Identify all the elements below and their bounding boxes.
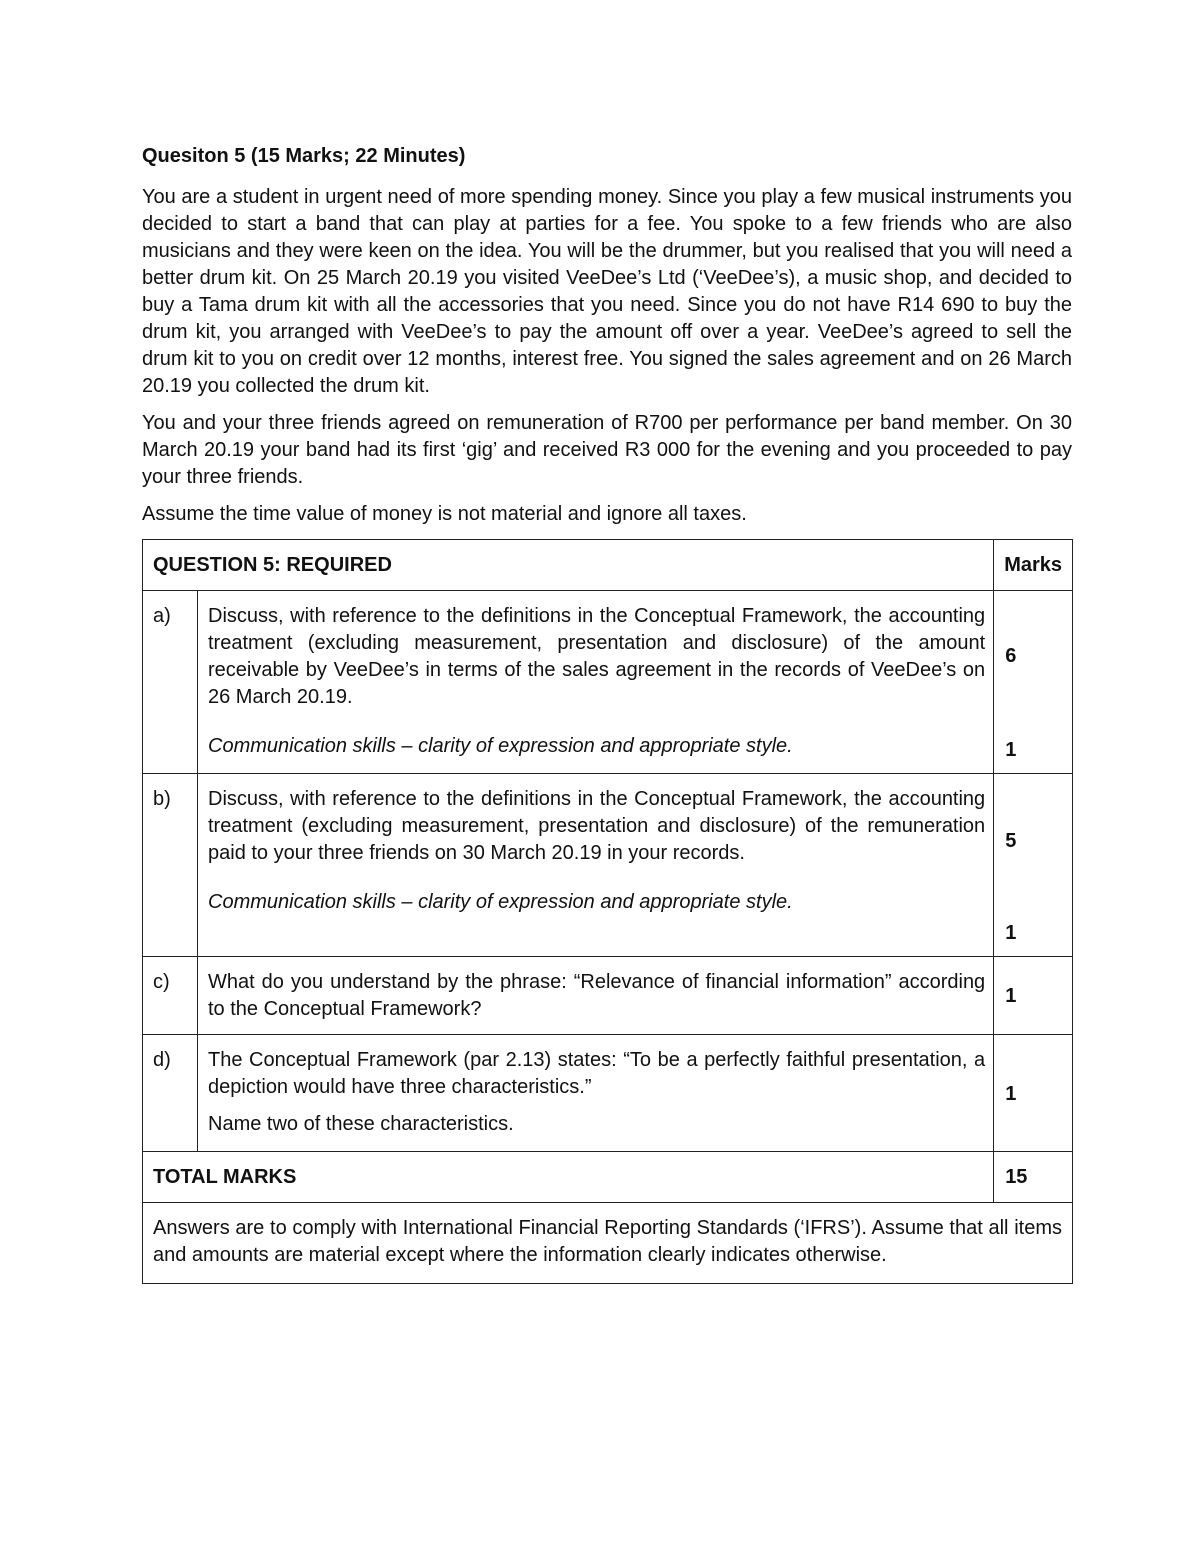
- communication-marks: 1: [1005, 739, 1017, 761]
- row-letter: a): [143, 591, 198, 774]
- row-marks: [994, 591, 1073, 774]
- row-letter: d): [143, 1035, 198, 1152]
- required-header: QUESTION 5: REQUIRED: [143, 540, 994, 591]
- row-content: [198, 591, 994, 774]
- marks-header: Marks: [994, 540, 1073, 591]
- communication-text: Communication skills – clarity of expression and appropriate style.: [208, 891, 793, 913]
- scenario-paragraph-1: You are a student in urgent need of more spending money. Since you play a few musical instruments you decided to start a band that can play at parties for a fee. You spoke to a few friends who are also musicians and they were keen on the idea. You will be the drummer, but you realised that you will need a better drum kit. On 25 March 20.19 you visited VeeDee’s Ltd (‘VeeDee’s), a music shop, and decided to buy a Tama drum kit with all the accessories that you need. Since you do not have R14 690 to buy the drum kit, you arranged with VeeDee’s to pay the amount off over a year. VeeDee’s agreed to sell the drum kit to you on credit over 12 months, interest free. You signed the sales agreement and on 26 March 20.19 you collected the drum kit.: [142, 186, 1072, 397]
- total-marks: 15: [994, 1152, 1073, 1203]
- required-table: [142, 539, 1073, 1284]
- table-header-row: [143, 540, 1073, 591]
- row-content: [198, 774, 994, 957]
- row-marks: [994, 774, 1073, 957]
- total-label: TOTAL MARKS: [143, 1152, 994, 1203]
- marks-value: 1: [1005, 1083, 1017, 1105]
- row-content: [198, 1035, 994, 1152]
- scenario-paragraph-3: Assume the time value of money is not material and ignore all taxes.: [142, 503, 747, 525]
- ifrs-note: Answers are to comply with International Financial Reporting Standards (‘IFRS’). Assume that all items and amounts are material except where the information clearly indicates otherwise.: [143, 1203, 1073, 1284]
- row-text: Discuss, with reference to the definitions in the Conceptual Framework, the accounting treatment (excluding measurement, presentation and disclosure) of the amount receivable by VeeDee’s in terms of the sales agreement in the records of VeeDee’s on 26 March 20.19.: [208, 605, 986, 708]
- row-text: The Conceptual Framework (par 2.13) states: “To be a perfectly faithful presentation, a depiction would have three characteristics.”: [208, 1049, 986, 1098]
- row-text: What do you understand by the phrase: “Relevance of financial information” according to the Conceptual Framework?: [208, 971, 986, 1020]
- marks-value: 6: [1005, 645, 1017, 667]
- question-title: Quesiton 5 (15 Marks; 22 Minutes): [142, 145, 466, 167]
- row-text-2: Name two of these characteristics.: [208, 1113, 514, 1135]
- marks-value: 1: [1005, 985, 1017, 1007]
- table-row: [143, 957, 1073, 1035]
- row-letter: c): [143, 957, 198, 1035]
- communication-marks: 1: [1005, 922, 1017, 944]
- row-letter: b): [143, 774, 198, 957]
- row-content: [198, 957, 994, 1035]
- table-row: [143, 774, 1073, 957]
- total-row: [143, 1152, 1073, 1203]
- scenario-paragraph-2: You and your three friends agreed on remuneration of R700 per performance per band member. On 30 March 20.19 your band had its first ‘gig’ and received R3 000 for the evening and you proceeded to pay your three friends.: [142, 412, 1072, 488]
- footer-row: [143, 1203, 1073, 1284]
- marks-value: 5: [1005, 830, 1017, 852]
- communication-text: Communication skills – clarity of expression and appropriate style.: [208, 735, 793, 757]
- table-row: [143, 591, 1073, 774]
- row-marks: [994, 957, 1073, 1035]
- row-text: Discuss, with reference to the definitions in the Conceptual Framework, the accounting treatment (excluding measurement, presentation and disclosure) of the remuneration paid to your three friends on 30 March 20.19 in your records.: [208, 788, 986, 864]
- row-marks: [994, 1035, 1073, 1152]
- table-row: [143, 1035, 1073, 1152]
- exam-page: [142, 142, 1072, 1284]
